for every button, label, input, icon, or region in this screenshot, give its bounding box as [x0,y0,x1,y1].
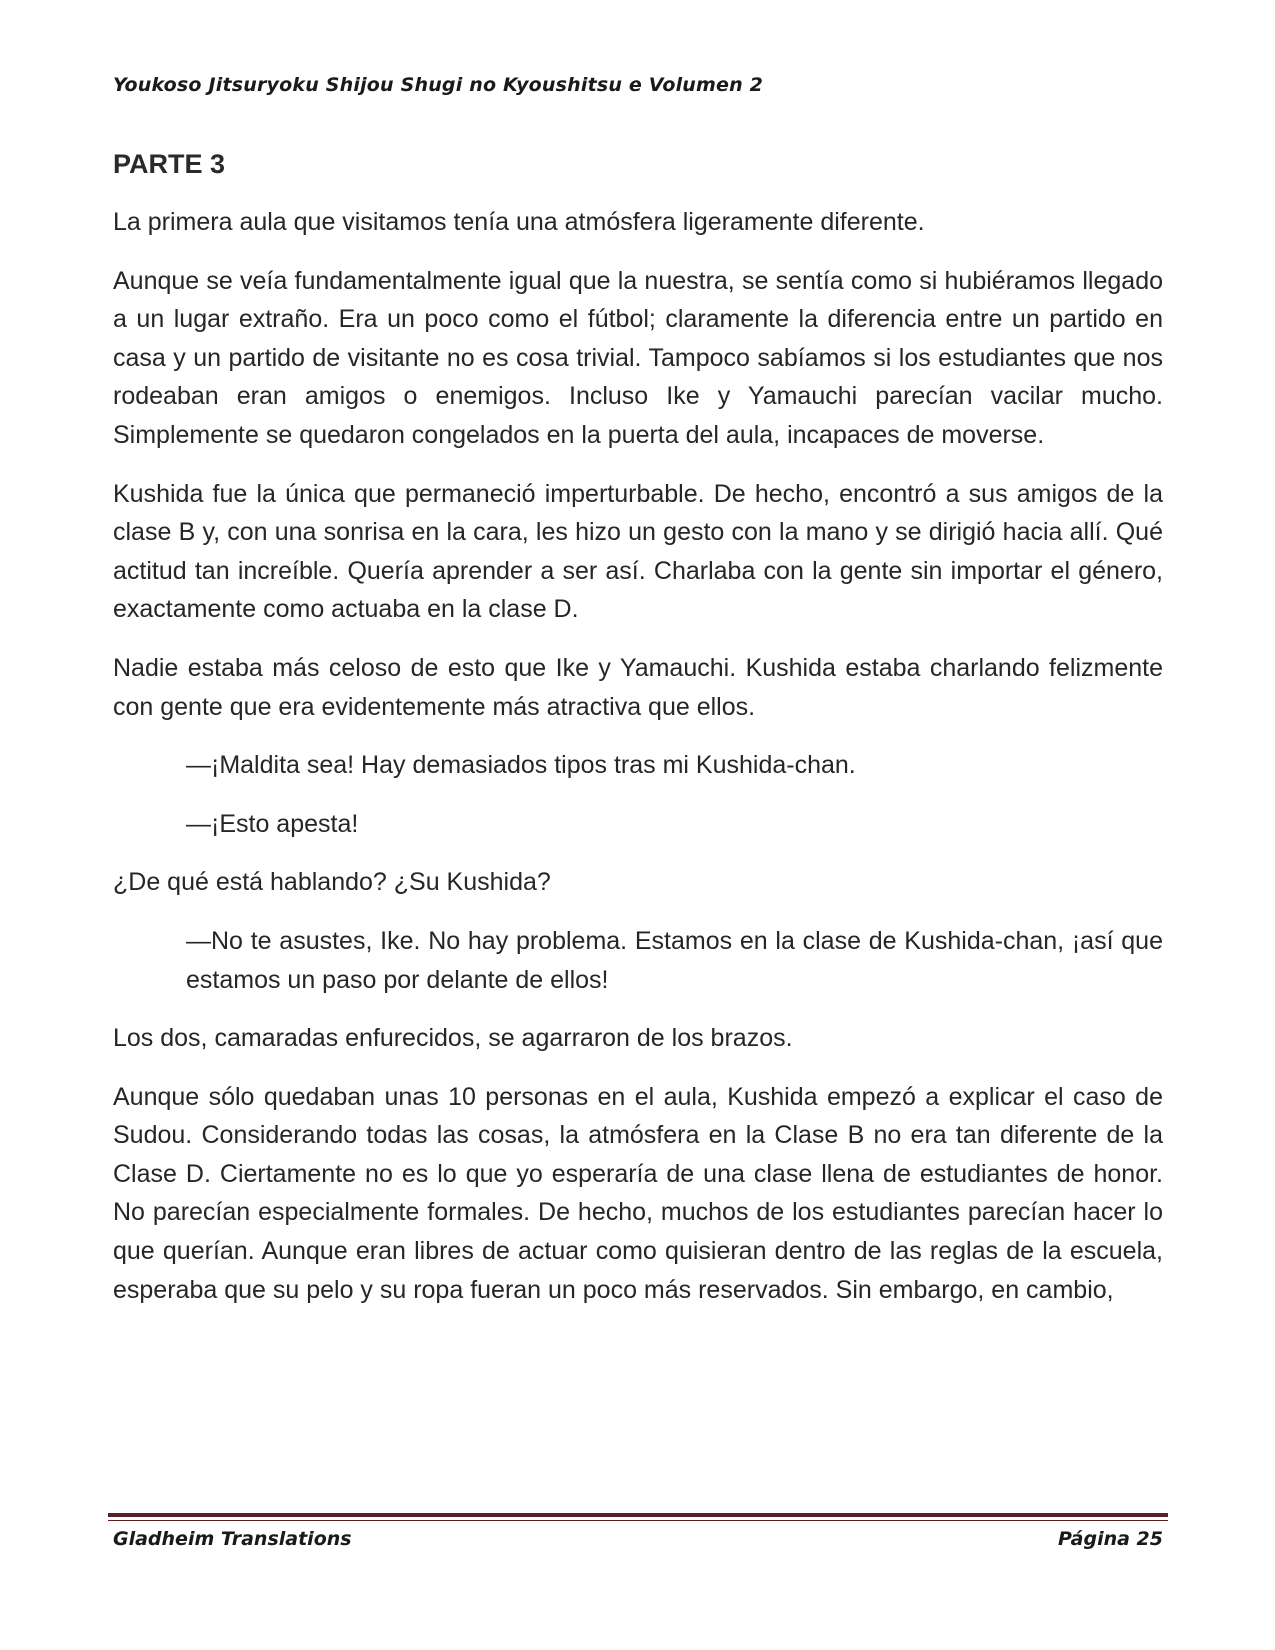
section-heading: PARTE 3 [113,149,226,179]
paragraph: Aunque se veía fundamentalmente igual que la nuestra, se sentía como si hubiéramos llegado a un lugar extraño. Era un poco como el fútbol; claramente la diferencia entre un partido en casa y un partido de visitante no es cosa trivial. Tampoco sabíamos si los estudiantes que nos rodeaban eran amigos o enemigos. Incluso Ike y Yamauchi parecían vacilar mucho. Simplemente se quedaron congelados en la puerta del aula, incapaces de moverse. [113,266,1163,449]
running-header-title: Youkoso Jitsuryoku Shijou Shugi no Kyoushitsu e Volumen 2 [113,74,764,96]
footer-credit: Gladheim Translations [113,1528,352,1550]
footer-divider-thin [108,1520,1168,1521]
paragraph: ¿De qué está hablando? ¿Su Kushida? [113,868,551,897]
paragraph: Aunque sólo quedaban unas 10 personas en el aula, Kushida empezó a explicar el caso de Sudou. Considerando todas las cosas, la atmósfera en la Clase B no era tan diferente de la Clase D. Ciertamente no es lo que yo esperaría de una clase llena de estudiantes de honor. No parecían especialmente formales. De hecho, muchos de los estudiantes parecían hacer lo que querían. Aunque eran libres de actuar como quisieran dentro de las reglas de la escuela, esperaba que su pelo y su ropa fueran un poco más reservados. Sin embargo, en cambio, [113,1082,1163,1304]
paragraph: Nadie estaba más celoso de esto que Ike y Yamauchi. Kushida estaba charlando felizmente con gente que era evidentemente más atractiva que ellos. [113,653,1163,721]
paragraph: Los dos, camaradas enfurecidos, se agarraron de los brazos. [113,1024,793,1053]
page-body [113,145,1163,1329]
page-number: Página 25 [1057,1528,1163,1550]
footer-divider [108,1513,1168,1517]
paragraph: Kushida fue la única que permaneció imperturbable. De hecho, encontró a sus amigos de la clase B y, con una sonrisa en la cara, les hizo un gesto con la mano y se dirigió hacia allí. Qué actitud tan increíble. Quería aprender a ser así. Charlaba con la gente sin importar el género, exactamente como actuaba en la clase D. [113,479,1163,624]
dialogue-paragraph: —¡Maldita sea! Hay demasiados tipos tras mi Kushida-chan. [186,751,856,780]
paragraph: La primera aula que visitamos tenía una atmósfera ligeramente diferente. [113,208,925,236]
dialogue-paragraph: —¡Esto apesta! [186,809,359,838]
dialogue-paragraph: —No te asustes, Ike. No hay problema. Estamos en la clase de Kushida-chan, ¡así que estamos un paso por delante de ellos! [186,926,1163,994]
